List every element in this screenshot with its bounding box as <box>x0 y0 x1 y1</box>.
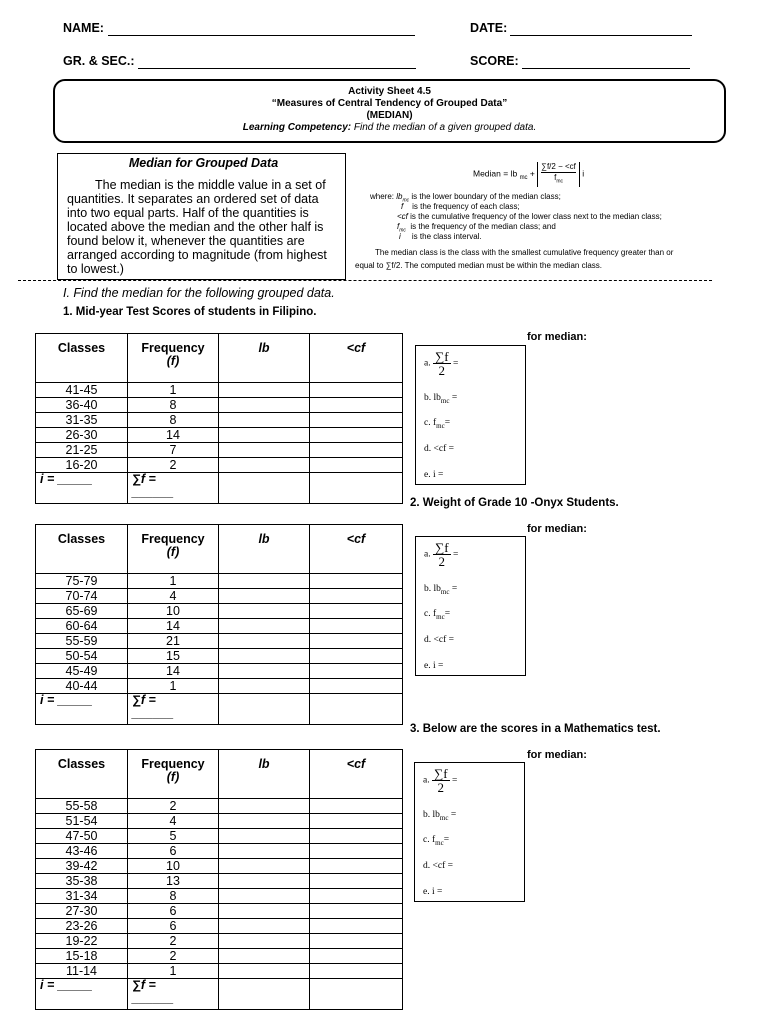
item-a-equals: = <box>452 549 459 560</box>
problem-2-title: 2. Weight of Grade 10 -Onyx Students. <box>410 497 619 509</box>
for-median-label-2: for median: <box>527 523 587 535</box>
formula-i-desc: is the class interval. <box>411 232 482 241</box>
cf-blank-cell[interactable] <box>310 634 403 649</box>
frequency-value: 8 <box>128 889 219 904</box>
problem-2-table <box>35 524 403 725</box>
frequency-value: 6 <box>128 904 219 919</box>
class-interval: 50-54 <box>36 649 128 664</box>
half-sum-f-item[interactable] <box>424 350 458 377</box>
frequency-value: 7 <box>128 443 219 458</box>
footer-cf-cell <box>310 473 403 504</box>
sum-frequency-label: ∑f = <box>132 978 156 992</box>
formula-f-desc: is the frequency of each class; <box>412 202 520 211</box>
for-median-label-3: for median: <box>527 749 587 761</box>
activity-number: Activity Sheet 4.5 <box>348 86 431 97</box>
item-a-label: a. <box>424 549 431 560</box>
lb-blank-cell[interactable] <box>219 383 310 398</box>
header-frequency-symbol: (f) <box>166 545 180 559</box>
header-lb: lb <box>219 525 310 574</box>
instruction: I. Find the median for the following grouped data. <box>63 286 335 300</box>
cf-blank-cell[interactable] <box>310 574 403 589</box>
footer-lb-cell <box>219 473 310 504</box>
class-interval: 41-45 <box>36 383 128 398</box>
frequency-value: 14 <box>128 428 219 443</box>
cf-blank-cell[interactable] <box>310 413 403 428</box>
class-interval: 55-59 <box>36 634 128 649</box>
cf-blank-cell[interactable] <box>310 383 403 398</box>
median-work-box-1 <box>415 345 526 485</box>
cumulative-frequency-item[interactable] <box>424 635 454 645</box>
table-row <box>36 964 403 979</box>
sum-f-over-two <box>432 767 450 794</box>
lower-boundary-item[interactable] <box>423 810 456 822</box>
class-interval: 15-18 <box>36 949 128 964</box>
date-field[interactable] <box>510 35 692 36</box>
header-classes: Classes <box>36 750 128 799</box>
table-header-row <box>36 334 403 383</box>
class-interval: 16-20 <box>36 458 128 473</box>
table-row <box>36 604 403 619</box>
median-class-frequency-item[interactable] <box>424 418 450 430</box>
frequency-value: 2 <box>128 799 219 814</box>
where-label: where: <box>370 192 395 201</box>
class-interval: 31-34 <box>36 889 128 904</box>
item-c-equals: = <box>443 835 450 845</box>
table-row <box>36 589 403 604</box>
formula-f-line: f is the frequency of each class; <box>401 202 520 211</box>
cf-blank-cell[interactable] <box>310 619 403 634</box>
sum-frequency-blank[interactable] <box>128 979 219 1010</box>
formula-lb-line: where: $lb_{mc}$ is the lower boundary of the median class; <box>370 192 561 204</box>
half-sum-f-item[interactable] <box>423 767 457 794</box>
header-frequency-label: Frequency <box>141 757 205 771</box>
class-interval: 70-74 <box>36 589 128 604</box>
frequency-value: 6 <box>128 844 219 859</box>
table-row <box>36 664 403 679</box>
class-interval: 36-40 <box>36 398 128 413</box>
table-row <box>36 919 403 934</box>
footer-lb-cell <box>219 694 310 725</box>
table-row <box>36 443 403 458</box>
table-row <box>36 383 403 398</box>
problem-1-title: 1. Mid-year Test Scores of students in Filipino. <box>63 306 317 318</box>
class-interval-item[interactable] <box>424 661 443 671</box>
cf-blank-cell[interactable] <box>310 679 403 694</box>
frequency-value: 4 <box>128 589 219 604</box>
class-interval: 60-64 <box>36 619 128 634</box>
frequency-value: 1 <box>128 574 219 589</box>
item-a-equals: = <box>451 775 458 786</box>
median-class-frequency-item[interactable] <box>423 835 449 847</box>
frequency-value: 8 <box>128 413 219 428</box>
table-row <box>36 649 403 664</box>
class-interval: 23-26 <box>36 919 128 934</box>
class-interval: 47-50 <box>36 829 128 844</box>
frequency-value: 1 <box>128 679 219 694</box>
competency-label: Learning Competency: <box>242 122 352 133</box>
class-interval: 51-54 <box>36 814 128 829</box>
frequency-value: 13 <box>128 874 219 889</box>
median-definition-heading: Median for Grouped Data <box>128 156 279 170</box>
lb-blank-cell[interactable] <box>219 398 310 413</box>
problem-1-table <box>35 333 403 504</box>
frequency-value: 14 <box>128 619 219 634</box>
lb-blank-cell[interactable] <box>219 443 310 458</box>
table-row <box>36 413 403 428</box>
frequency-value: 5 <box>128 829 219 844</box>
table-row <box>36 799 403 814</box>
sum-frequency-line: ______ <box>132 485 174 499</box>
lb-blank-cell[interactable] <box>219 649 310 664</box>
item-c-sub: mc <box>436 421 445 430</box>
lb-blank-cell[interactable] <box>219 634 310 649</box>
sum-f-denominator: 2 <box>438 363 446 378</box>
table-row <box>36 619 403 634</box>
activity-topic: (MEDIAN) <box>366 110 413 121</box>
formula-fmc-desc: is the frequency of the median class; and <box>410 222 556 231</box>
cf-blank-cell[interactable] <box>310 799 403 814</box>
cf-blank-cell[interactable] <box>310 604 403 619</box>
sum-frequency-blank[interactable] <box>128 473 219 504</box>
lb-blank-cell[interactable] <box>219 844 310 859</box>
median-class-frequency-item[interactable] <box>424 609 450 621</box>
header-frequency-symbol: (f) <box>166 770 180 784</box>
table-row <box>36 949 403 964</box>
cf-blank-cell[interactable] <box>310 428 403 443</box>
cf-blank-cell[interactable] <box>310 874 403 889</box>
name-field[interactable] <box>108 35 415 36</box>
formula-note2: equal to ∑f/2. The computed median must be within the median class. <box>355 261 603 270</box>
lb-blank-cell[interactable] <box>219 919 310 934</box>
class-interval: 11-14 <box>36 964 128 979</box>
cf-blank-cell[interactable] <box>310 934 403 949</box>
cf-blank-cell[interactable] <box>310 829 403 844</box>
class-interval: 75-79 <box>36 574 128 589</box>
cf-blank-cell[interactable] <box>310 964 403 979</box>
cf-blank-cell[interactable] <box>310 589 403 604</box>
class-interval: 35-38 <box>36 874 128 889</box>
lb-blank-cell[interactable] <box>219 574 310 589</box>
table-header-row <box>36 525 403 574</box>
table-footer-row <box>36 473 403 504</box>
lb-blank-cell[interactable] <box>219 934 310 949</box>
cf-blank-cell[interactable] <box>310 844 403 859</box>
lb-blank-cell[interactable] <box>219 904 310 919</box>
lb-blank-cell[interactable] <box>219 874 310 889</box>
header-cf: <cf <box>310 334 403 383</box>
formula-cf-desc: is the cumulative frequency of the lower class next to the median class; <box>410 212 662 221</box>
table-row <box>36 904 403 919</box>
problem-3-table <box>35 749 403 1010</box>
table-row <box>36 574 403 589</box>
header-frequency-label: Frequency <box>141 341 205 355</box>
class-interval: 40-44 <box>36 679 128 694</box>
sum-frequency-line: ______ <box>132 706 174 720</box>
frequency-value: 15 <box>128 649 219 664</box>
lb-blank-cell[interactable] <box>219 428 310 443</box>
sum-f-denominator: 2 <box>438 554 446 569</box>
item-e-label: e. i = <box>424 470 444 480</box>
header-classes: Classes <box>36 525 128 574</box>
cf-blank-cell[interactable] <box>310 443 403 458</box>
sum-frequency-blank[interactable] <box>128 694 219 725</box>
interval-blank[interactable]: i = _____ <box>36 694 128 725</box>
median-work-box-3 <box>414 762 525 902</box>
sum-f-numerator: ∑f <box>434 349 449 364</box>
table-footer-row <box>36 694 403 725</box>
frequency-value: 1 <box>128 964 219 979</box>
formula-i-line: i is the class interval. <box>399 232 482 241</box>
item-a-label: a. <box>423 775 430 786</box>
header-frequency <box>128 750 219 799</box>
median-formula-equation: Median = lb $_{mc}$ + ∑f/2 − <cf $f_{mc}$ i <box>473 162 585 185</box>
class-interval: 65-69 <box>36 604 128 619</box>
table-row <box>36 458 403 473</box>
table-row <box>36 829 403 844</box>
cumulative-frequency-item[interactable] <box>423 861 453 871</box>
frequency-value: 10 <box>128 859 219 874</box>
median-formula <box>355 152 715 274</box>
name-label: NAME: <box>63 21 104 35</box>
formula-note2-post: . The computed median must be within the median class. <box>400 261 603 270</box>
table-footer-row <box>36 979 403 1010</box>
sum-frequency-label: ∑f = <box>132 693 156 707</box>
item-a-label: a. <box>424 358 431 369</box>
formula-lb-desc: is the lower boundary of the median class; <box>411 192 561 201</box>
item-a-equals: = <box>452 358 459 369</box>
lb-blank-cell[interactable] <box>219 589 310 604</box>
lb-blank-cell[interactable] <box>219 619 310 634</box>
table-row <box>36 874 403 889</box>
median-definition-box <box>57 153 346 280</box>
sum-f-numerator: ∑f <box>433 766 448 781</box>
class-interval: 27-30 <box>36 904 128 919</box>
class-interval: 55-58 <box>36 799 128 814</box>
cf-blank-cell[interactable] <box>310 949 403 964</box>
interval-blank[interactable]: i = _____ <box>36 979 128 1010</box>
item-b-label: b. lb <box>423 810 440 820</box>
cf-blank-cell[interactable] <box>310 919 403 934</box>
frequency-value: 4 <box>128 814 219 829</box>
lb-blank-cell[interactable] <box>219 964 310 979</box>
item-e-label: e. i = <box>424 661 444 671</box>
item-b-equals: = <box>450 810 457 820</box>
sum-f-numerator: ∑f <box>434 540 449 555</box>
header-frequency-label: Frequency <box>141 532 205 546</box>
lb-blank-cell[interactable] <box>219 799 310 814</box>
half-sum-f-item[interactable] <box>424 541 458 568</box>
formula-cf-line: <cf is the cumulative frequency of the lower class next to the median class; <box>397 212 662 221</box>
formula-note2-pre: equal to <box>355 261 384 270</box>
competency-text: Find the median of a given grouped data. <box>353 122 537 133</box>
item-c-equals: = <box>444 418 451 428</box>
footer-lb-cell <box>219 979 310 1010</box>
header-lb: lb <box>219 334 310 383</box>
table-row <box>36 934 403 949</box>
table-header-row <box>36 750 403 799</box>
frequency-value: 2 <box>128 458 219 473</box>
item-b-sub: mc <box>440 587 450 596</box>
item-b-label: b. lb <box>424 584 441 594</box>
median-formula-label: Median = lb <box>473 168 518 179</box>
for-median-label-1: for median: <box>527 331 587 343</box>
header-frequency-symbol: (f) <box>166 354 180 368</box>
header-lb: lb <box>219 750 310 799</box>
frequency-value: 8 <box>128 398 219 413</box>
frequency-value: 2 <box>128 934 219 949</box>
lb-blank-cell[interactable] <box>219 413 310 428</box>
item-d-label: d. <cf = <box>424 444 454 454</box>
class-interval: 19-22 <box>36 934 128 949</box>
item-b-sub: mc <box>439 813 449 822</box>
frequency-value: 2 <box>128 949 219 964</box>
grsec-label: GR. & SEC.: <box>63 54 135 68</box>
table-row <box>36 679 403 694</box>
sum-f-over-two <box>433 350 451 377</box>
frequency-value: 6 <box>128 919 219 934</box>
item-c-sub: mc <box>436 612 445 621</box>
activity-title-box <box>53 79 726 143</box>
lb-blank-cell[interactable] <box>219 889 310 904</box>
learning-competency <box>55 122 724 134</box>
median-definition-text: The median is the middle value in a set of quantities. It separates an ordered set of data into two equal parts. Half of the quantities is located above the median and the other half is found below it, whenever the quantities are arranged according to magnitude (from highest to lowest.) <box>67 178 327 276</box>
cf-blank-cell[interactable] <box>310 458 403 473</box>
class-interval-item[interactable] <box>424 470 443 480</box>
median-work-box-2 <box>415 536 526 676</box>
activity-subtitle: “Measures of Central Tendency of Grouped Data” <box>271 98 508 109</box>
sum-frequency-line: ______ <box>132 991 174 1005</box>
section-divider <box>18 280 712 281</box>
table-row <box>36 844 403 859</box>
item-c-label: c. f <box>424 609 437 619</box>
item-b-sub: mc <box>440 396 450 405</box>
grsec-field[interactable] <box>138 68 416 69</box>
frequency-value: 10 <box>128 604 219 619</box>
sum-frequency-label: ∑f = <box>132 472 156 486</box>
lb-blank-cell[interactable] <box>219 814 310 829</box>
lb-blank-cell[interactable] <box>219 829 310 844</box>
cf-blank-cell[interactable] <box>310 859 403 874</box>
cf-blank-cell[interactable] <box>310 904 403 919</box>
class-interval: 21-25 <box>36 443 128 458</box>
class-interval-item[interactable] <box>423 887 442 897</box>
item-c-label: c. f <box>423 835 436 845</box>
cf-blank-cell[interactable] <box>310 398 403 413</box>
lb-blank-cell[interactable] <box>219 859 310 874</box>
footer-cf-cell <box>310 979 403 1010</box>
table-row <box>36 889 403 904</box>
table-row <box>36 859 403 874</box>
date-label: DATE: <box>470 21 508 35</box>
header-cf: <cf <box>310 525 403 574</box>
class-interval: 31-35 <box>36 413 128 428</box>
footer-cf-cell <box>310 694 403 725</box>
cf-blank-cell[interactable] <box>310 814 403 829</box>
lower-boundary-item[interactable] <box>424 393 457 405</box>
sum-f-over-two <box>433 541 451 568</box>
class-interval: 26-30 <box>36 428 128 443</box>
header-frequency <box>128 525 219 574</box>
sum-f-denominator: 2 <box>437 780 445 795</box>
problem-3-title: 3. Below are the scores in a Mathematics test. <box>410 723 661 735</box>
score-field[interactable] <box>522 68 690 69</box>
item-b-equals: = <box>451 584 458 594</box>
formula-fmc-line: $f_{mc}$ is the frequency of the median class; and <box>397 222 556 234</box>
item-d-label: d. <cf = <box>423 861 453 871</box>
table-row <box>36 428 403 443</box>
header-frequency <box>128 334 219 383</box>
item-c-equals: = <box>444 609 451 619</box>
item-c-label: c. f <box>424 418 437 428</box>
item-b-equals: = <box>451 393 458 403</box>
formula-note1: The median class is the class with the smallest cumulative frequency greater than or <box>375 248 674 257</box>
header-classes: Classes <box>36 334 128 383</box>
cf-blank-cell[interactable] <box>310 889 403 904</box>
lb-blank-cell[interactable] <box>219 604 310 619</box>
frequency-value: 1 <box>128 383 219 398</box>
lb-blank-cell[interactable] <box>219 458 310 473</box>
score-label: SCORE: <box>470 54 519 68</box>
interval-blank[interactable]: i = _____ <box>36 473 128 504</box>
class-interval: 43-46 <box>36 844 128 859</box>
item-e-label: e. i = <box>423 887 443 897</box>
cumulative-frequency-item[interactable] <box>424 444 454 454</box>
class-interval: 39-42 <box>36 859 128 874</box>
frequency-value: 14 <box>128 664 219 679</box>
cf-blank-cell[interactable] <box>310 649 403 664</box>
lb-blank-cell[interactable] <box>219 679 310 694</box>
lb-blank-cell[interactable] <box>219 949 310 964</box>
item-d-label: d. <cf = <box>424 635 454 645</box>
frequency-value: 21 <box>128 634 219 649</box>
table-row <box>36 634 403 649</box>
lb-blank-cell[interactable] <box>219 664 310 679</box>
item-b-label: b. lb <box>424 393 441 403</box>
table-row <box>36 814 403 829</box>
class-interval: 45-49 <box>36 664 128 679</box>
item-c-sub: mc <box>435 838 444 847</box>
lower-boundary-item[interactable] <box>424 584 457 596</box>
table-row <box>36 398 403 413</box>
header-cf: <cf <box>310 750 403 799</box>
cf-blank-cell[interactable] <box>310 664 403 679</box>
